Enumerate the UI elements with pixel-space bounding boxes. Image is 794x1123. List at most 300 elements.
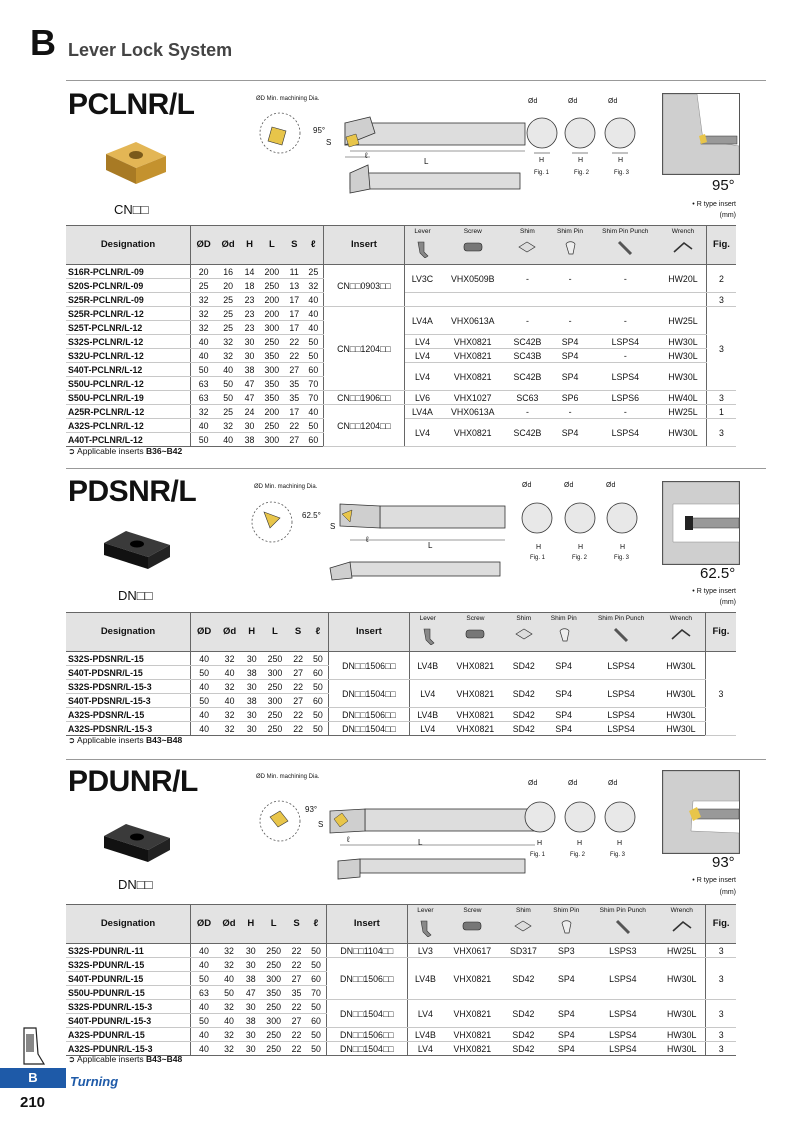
cell-h: 38 (242, 666, 262, 680)
cell-shim-pin: - (549, 307, 590, 335)
cell-od: 32 (191, 321, 217, 335)
h-label: H (537, 840, 543, 847)
cell-od-small: 32 (217, 958, 241, 972)
cell-shim-pin: SP4 (542, 722, 585, 736)
cell-lever: LV4 (407, 1042, 443, 1056)
cell-fig: 3 (706, 958, 736, 1000)
section-divider (66, 80, 766, 81)
cell-screw: VHX0821 (446, 652, 506, 680)
col-shim: Shim (516, 907, 531, 914)
lever-icon (415, 240, 429, 258)
cell-insert: CN□□1906□□ (323, 391, 404, 405)
cell-od: 50 (191, 363, 217, 377)
col-shim-pin-punch: Shim Pin Punch (599, 907, 646, 914)
cell-screw: VHX0617 (443, 944, 502, 958)
cell-screw: VHX0821 (443, 1000, 502, 1028)
cell-screw: VHX0821 (446, 722, 506, 736)
cell-od-small: 32 (217, 708, 242, 722)
cell-s: 22 (287, 1000, 306, 1014)
cell-h: 30 (242, 680, 262, 694)
cell-l: 250 (262, 708, 289, 722)
col-wrench: Wrench (669, 615, 693, 622)
designation: S50U-PDUNR/L-15 (66, 986, 191, 1000)
cell-od: 32 (191, 405, 217, 419)
shim-icon (517, 240, 537, 254)
cell-od-small: 16 (216, 265, 240, 279)
cell-shim: SD317 (502, 944, 546, 958)
col-s: S (285, 226, 304, 265)
cell-lever (404, 293, 440, 307)
cell-h: 30 (241, 1042, 260, 1056)
cell-screw: VHX0821 (446, 680, 506, 708)
cell-fig: 2 (706, 265, 736, 293)
insert-code: CN□□ (114, 202, 149, 217)
cell-shim: SD42 (505, 722, 542, 736)
cell-fig: 1 (706, 405, 736, 419)
diag-angle: 93° (305, 805, 318, 814)
designation: S25R-PCLNR/L-12 (66, 307, 191, 321)
chapter-title: Lever Lock System (68, 40, 233, 60)
wrench-icon (671, 919, 693, 933)
designation: A40T-PCLNR/L-12 (66, 433, 191, 447)
cell-od-small: 40 (216, 433, 240, 447)
cell-od-small: 50 (216, 391, 240, 405)
cell-fig: 3 (706, 1042, 736, 1056)
cell-od: 40 (191, 419, 217, 433)
r-type-note: • R type insert (692, 588, 736, 595)
cell-punch: - (591, 307, 660, 335)
od-label: Ød (608, 780, 618, 787)
cell-shim-pin: SP4 (545, 1028, 587, 1042)
cell-lever: LV4 (404, 335, 440, 349)
cell-screw: VHX0613A (440, 307, 505, 335)
cell-shim-pin: SP4 (549, 363, 590, 391)
r-type-note: • R type insert (692, 877, 736, 884)
turning-tool-icon (16, 1024, 50, 1068)
cell-lever: LV4 (407, 1000, 443, 1028)
cell-s: 35 (285, 377, 304, 391)
designation: S32S-PDSNR/L-15 (66, 652, 191, 666)
cell-insert: DN□□1504□□ (328, 680, 409, 708)
cell-h: 30 (241, 944, 260, 958)
col-od-small: Ød (217, 613, 242, 652)
cell-od: 40 (191, 349, 217, 363)
cell-fig: 3 (705, 652, 736, 736)
cell-punch (591, 293, 660, 307)
fig-label: Fig. 2 (570, 852, 586, 858)
col-h: H (241, 905, 260, 944)
cell-lever: LV4 (404, 363, 440, 391)
cell-l: 350 (261, 986, 287, 1000)
cell-lever: LV4B (409, 652, 445, 680)
cell-screw: VHX0509B (440, 265, 505, 293)
col-fig: Fig. (706, 905, 736, 944)
col-wrench: Wrench (671, 228, 695, 235)
cell-od-small: 32 (217, 944, 241, 958)
spec-table-pdunr (66, 904, 736, 1056)
cell-shim: SC42B (505, 335, 549, 349)
cell-punch: LSPS4 (585, 708, 657, 722)
cell-insert: DN□□1504□□ (328, 722, 409, 736)
cell-l: 250 (259, 419, 285, 433)
cell-shim: - (505, 405, 549, 419)
cell-wrench: HW30L (658, 1042, 706, 1056)
cell-ell: 60 (306, 1014, 326, 1028)
cell-punch: LSPS4 (587, 958, 658, 1000)
cell-shim-pin: SP3 (545, 944, 587, 958)
col-insert: Insert (326, 905, 407, 944)
applicable-inserts (68, 1054, 182, 1065)
arrow-circle-icon: ➲ (68, 446, 76, 456)
cell-od-small: 40 (217, 694, 242, 708)
col-od: ØD (191, 613, 218, 652)
cell-screw: VHX0821 (440, 419, 505, 447)
cell-od: 50 (191, 972, 217, 986)
applicable-label: Applicable inserts (77, 1054, 144, 1064)
cell-l: 250 (261, 1042, 287, 1056)
cell-screw: VHX0821 (446, 708, 506, 722)
cell-insert: DN□□1506□□ (326, 1028, 407, 1042)
cell-lever: LV4A (404, 307, 440, 335)
designation: S20S-PCLNR/L-09 (66, 279, 191, 293)
cell-insert: DN□□1506□□ (326, 958, 407, 1000)
cell-h: 30 (240, 419, 259, 433)
cell-od-small: 40 (216, 363, 240, 377)
cell-ell: 50 (306, 1028, 326, 1042)
od-label: Ød (522, 482, 532, 489)
applicable-inserts (68, 735, 182, 746)
designation: S40T-PCLNR/L-12 (66, 363, 191, 377)
cell-shim: - (505, 307, 549, 335)
cell-l: 300 (261, 1014, 287, 1028)
col-l: L (261, 905, 287, 944)
designation: A32S-PCLNR/L-12 (66, 419, 191, 433)
cell-ell: 50 (308, 708, 328, 722)
cell-insert: DN□□1506□□ (328, 652, 409, 680)
cell-s: 22 (288, 708, 308, 722)
cell-shim-pin (549, 293, 590, 307)
cell-wrench (660, 293, 707, 307)
cell-od: 25 (191, 279, 217, 293)
od-label: Ød (606, 482, 616, 489)
cell-s: 27 (287, 1014, 306, 1028)
cell-insert: DN□□1104□□ (326, 944, 407, 958)
cell-screw: VHX0821 (443, 958, 502, 1000)
designation: S32U-PCLNR/L-12 (66, 349, 191, 363)
cell-s: 27 (288, 666, 308, 680)
cell-shim: - (505, 265, 549, 293)
cell-screw (440, 293, 505, 307)
cell-s: 22 (287, 944, 306, 958)
cell-od-small: 32 (216, 419, 240, 433)
cell-shim-pin: SP4 (545, 958, 587, 1000)
h-label: H (578, 157, 584, 164)
fig-label: Fig. 1 (530, 555, 546, 561)
fig-label: Fig. 3 (610, 852, 626, 858)
cell-ell: 60 (308, 694, 328, 708)
tool-diagram (240, 484, 670, 594)
cell-ell: 40 (304, 321, 324, 335)
screw-icon (461, 919, 483, 933)
l-label: L (424, 157, 429, 166)
cell-shim-pin: SP4 (545, 1042, 587, 1056)
cell-h: 38 (241, 972, 260, 986)
cell-l: 350 (259, 377, 285, 391)
boring-illustration (662, 770, 740, 854)
applicable-range: B43~B48 (146, 1054, 183, 1064)
col-lever: Lever (419, 615, 436, 622)
approach-angle: 95° (712, 177, 735, 194)
section-name: Turning (70, 1074, 119, 1089)
cell-od-small: 40 (217, 972, 241, 986)
unit-mm: (mm) (719, 212, 736, 219)
h-label: H (539, 157, 545, 164)
cell-shim: SD42 (505, 652, 542, 680)
designation: S32S-PDUNR/L-15-3 (66, 1000, 191, 1014)
cell-od-small: 25 (216, 321, 240, 335)
designation: A32S-PDUNR/L-15 (66, 1028, 191, 1042)
wrench-icon (670, 627, 692, 641)
h-label: H (577, 840, 583, 847)
cell-od-small: 32 (216, 349, 240, 363)
cell-l: 300 (259, 321, 285, 335)
designation: S25T-PCLNR/L-12 (66, 321, 191, 335)
l-label: L (428, 541, 433, 550)
cell-l: 200 (259, 293, 285, 307)
cell-od-small: 32 (217, 1042, 241, 1056)
shim-pin-icon (563, 240, 577, 256)
cell-punch: LSPS4 (585, 680, 657, 708)
spec-table-pclnr (66, 225, 736, 447)
cell-h: 30 (240, 349, 259, 363)
cell-s: 22 (285, 349, 304, 363)
cell-ell: 40 (304, 293, 324, 307)
cell-l: 300 (262, 694, 289, 708)
cell-l: 350 (259, 349, 285, 363)
cell-l: 300 (262, 666, 289, 680)
cell-od-small: 25 (216, 307, 240, 321)
boring-illustration (662, 481, 740, 565)
cell-s: 22 (285, 419, 304, 433)
designation: S32S-PDSNR/L-15-3 (66, 680, 191, 694)
cell-od: 20 (191, 265, 217, 279)
designation: S32S-PDUNR/L-11 (66, 944, 191, 958)
cell-wrench: HW25L (660, 307, 707, 335)
cell-od: 32 (191, 293, 217, 307)
cell-od: 40 (191, 680, 218, 694)
l-label: L (418, 838, 423, 847)
cell-screw: VHX0821 (443, 1028, 502, 1042)
cell-s: 27 (287, 972, 306, 986)
fig-label: Fig. 2 (574, 170, 590, 176)
ell-label: ℓ (347, 835, 350, 844)
designation: S50U-PCLNR/L-19 (66, 391, 191, 405)
cell-s: 27 (285, 363, 304, 377)
cell-h: 30 (241, 958, 260, 972)
cell-punch: LSPS4 (585, 722, 657, 736)
insert-code: DN□□ (118, 877, 153, 892)
cell-wrench: HW30L (660, 335, 707, 349)
cell-od-small: 32 (217, 680, 242, 694)
cell-lever: LV4B (409, 708, 445, 722)
cell-insert: DN□□1506□□ (328, 708, 409, 722)
designation: A32S-PDUNR/L-15-3 (66, 1042, 191, 1056)
cell-ell: 50 (308, 652, 328, 666)
col-screw: Screw (463, 228, 482, 235)
cell-shim-pin: SP4 (542, 708, 585, 722)
cell-shim-pin: SP6 (549, 391, 590, 405)
cell-s: 22 (287, 1028, 306, 1042)
h-label: H (617, 840, 623, 847)
cell-ell: 50 (306, 944, 326, 958)
diag-angle: 95° (313, 126, 326, 135)
cell-shim: SD42 (502, 1000, 546, 1028)
cell-h: 30 (242, 652, 262, 666)
cell-wrench: HW30L (658, 1000, 706, 1028)
s-label: S (326, 138, 332, 147)
col-h: H (240, 226, 259, 265)
cell-s: 35 (287, 986, 306, 1000)
cell-od: 40 (191, 958, 217, 972)
cell-l: 300 (261, 972, 287, 986)
cell-od: 40 (191, 1000, 217, 1014)
punch-icon (616, 240, 634, 256)
cell-punch: LSPS4 (587, 1000, 658, 1028)
cell-ell: 70 (306, 986, 326, 1000)
fig-label: Fig. 1 (530, 852, 546, 858)
cell-lever: LV4 (409, 722, 445, 736)
r-type-note: • R type insert (692, 201, 736, 208)
punch-icon (614, 919, 632, 935)
od-label: Ød (608, 98, 618, 105)
col-insert: Insert (323, 226, 404, 265)
col-ell: ℓ (306, 905, 326, 944)
cell-l: 250 (259, 335, 285, 349)
cell-od: 50 (191, 1014, 217, 1028)
designation: S32S-PCLNR/L-12 (66, 335, 191, 349)
cell-shim-pin: - (549, 405, 590, 419)
cell-shim-pin: SP4 (549, 349, 590, 363)
shim-pin-icon (559, 919, 573, 935)
cell-l: 350 (259, 391, 285, 405)
cell-lever: LV4 (409, 680, 445, 708)
cell-ell: 50 (306, 1042, 326, 1056)
model-title: PCLNR/L (68, 88, 195, 121)
cell-ell: 60 (306, 972, 326, 986)
chapter-tab[interactable]: B (0, 1068, 66, 1088)
applicable-label: Applicable inserts (77, 446, 144, 456)
cell-lever: LV4B (407, 958, 443, 1000)
designation: S50U-PCLNR/L-12 (66, 377, 191, 391)
cell-ell: 50 (304, 349, 324, 363)
cell-od-small: 32 (217, 1028, 241, 1042)
cell-od: 50 (191, 433, 217, 447)
designation: S32S-PDUNR/L-15 (66, 958, 191, 972)
applicable-range: B43~B48 (146, 735, 183, 745)
cell-h: 23 (240, 321, 259, 335)
cell-od: 63 (191, 377, 217, 391)
fig-label: Fig. 3 (614, 170, 630, 176)
od-label: Ød (528, 98, 538, 105)
col-od: ØD (191, 226, 217, 265)
cell-l: 200 (259, 307, 285, 321)
cell-od: 32 (191, 307, 217, 321)
cell-wrench: HW30L (658, 958, 706, 1000)
unit-mm: (mm) (719, 599, 736, 606)
cell-od: 40 (191, 708, 218, 722)
fig-label: Fig. 2 (572, 555, 588, 561)
cell-ell: 60 (304, 363, 324, 377)
insert-image-dn (100, 818, 174, 866)
cell-insert: CN□□1204□□ (323, 307, 404, 391)
cell-ell: 50 (306, 1000, 326, 1014)
cell-wrench: HW30L (657, 652, 705, 680)
cell-s: 22 (287, 1042, 306, 1056)
col-shim-pin: Shim Pin (553, 907, 580, 914)
insert-image-cn (100, 138, 170, 190)
diag-angle: 62.5° (302, 511, 321, 520)
od-label: Ød (528, 780, 538, 787)
cell-fig: 3 (706, 419, 736, 447)
cell-ell: 50 (308, 722, 328, 736)
unit-mm: (mm) (719, 889, 736, 896)
cell-ell: 70 (304, 391, 324, 405)
cell-h: 30 (241, 1028, 260, 1042)
cell-screw: VHX0821 (440, 335, 505, 349)
cell-h: 23 (240, 293, 259, 307)
cell-l: 200 (259, 405, 285, 419)
cell-l: 300 (259, 433, 285, 447)
tool-diagram (250, 773, 670, 891)
cell-shim: SD42 (502, 1028, 546, 1042)
cell-od-small: 50 (216, 377, 240, 391)
cell-h: 14 (240, 265, 259, 279)
cell-lever: LV4B (407, 1028, 443, 1042)
cell-od-small: 32 (217, 722, 242, 736)
cell-s: 27 (288, 694, 308, 708)
cell-l: 250 (261, 1028, 287, 1042)
cell-lever: LV4 (404, 349, 440, 363)
designation: S40T-PDSNR/L-15-3 (66, 694, 191, 708)
col-shim-pin-punch: Shim Pin Punch (597, 615, 645, 622)
cell-wrench: HW25L (660, 405, 707, 419)
cell-fig: 3 (706, 307, 736, 391)
cell-lever: LV3 (407, 944, 443, 958)
col-od: ØD (191, 905, 217, 944)
cell-insert: DN□□1504□□ (326, 1000, 407, 1028)
cell-h: 47 (241, 986, 260, 1000)
cell-ell: 40 (304, 405, 324, 419)
min-dia-label: ØD Min. machining Dia. (256, 774, 320, 780)
cell-s: 22 (287, 958, 306, 972)
col-designation: Designation (66, 226, 191, 265)
cell-od: 40 (191, 722, 218, 736)
cell-screw: VHX0821 (440, 349, 505, 363)
cell-wrench: HW30L (657, 680, 705, 708)
cell-lever: LV4A (404, 405, 440, 419)
cell-s: 13 (285, 279, 304, 293)
ell-label: ℓ (365, 151, 368, 160)
screw-icon (462, 240, 484, 254)
cell-s: 17 (285, 307, 304, 321)
cell-s: 22 (288, 652, 308, 666)
cell-wrench: HW20L (660, 265, 707, 293)
cell-punch: LSPS4 (585, 652, 657, 680)
col-s: S (287, 905, 306, 944)
spec-table-pdsnr (66, 612, 736, 736)
cell-l: 250 (262, 722, 289, 736)
cell-s: 17 (285, 293, 304, 307)
